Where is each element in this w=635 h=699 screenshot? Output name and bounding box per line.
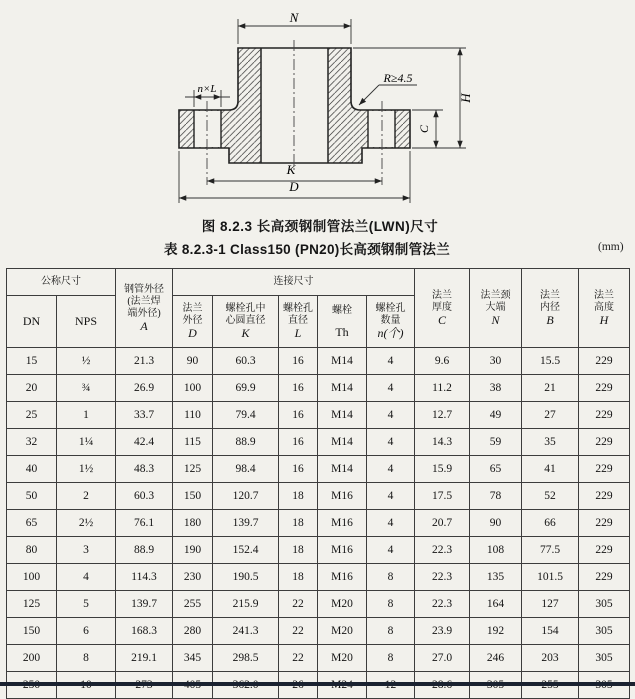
table-cell: 168.3 xyxy=(116,618,173,645)
table-cell: 110 xyxy=(173,402,213,429)
table-cell: 255 xyxy=(173,591,213,618)
table-cell: 305 xyxy=(579,618,630,645)
table-cell: 66 xyxy=(522,510,579,537)
table-cell: 229 xyxy=(579,348,630,375)
table-cell: 203 xyxy=(522,645,579,672)
table-cell: 135 xyxy=(470,564,522,591)
table-cell: 280 xyxy=(173,618,213,645)
table-cell: M14 xyxy=(318,348,367,375)
table-cell: 12.7 xyxy=(415,402,470,429)
table-cell: 25 xyxy=(7,402,57,429)
table-cell: 76.1 xyxy=(116,510,173,537)
table-row xyxy=(7,483,630,510)
figure-caption: 图 8.2.3 长高颈钢制管法兰(LWN)尺寸 xyxy=(201,219,439,234)
table-cell: 22 xyxy=(279,618,318,645)
table-cell: 8 xyxy=(367,564,415,591)
flange-section-drawing xyxy=(0,0,635,212)
table-cell: 229 xyxy=(579,375,630,402)
fillet-leader xyxy=(359,85,417,105)
header-flange-od: 法兰 外径 D xyxy=(173,296,213,348)
dim-H-label: H xyxy=(458,93,473,103)
table-cell: 229 xyxy=(579,456,630,483)
table-row xyxy=(7,402,630,429)
table-cell: M16 xyxy=(318,564,367,591)
table-cell: 90 xyxy=(470,510,522,537)
table-cell: 200 xyxy=(7,645,57,672)
table-cell: 305 xyxy=(579,591,630,618)
table-cell: 5 xyxy=(57,591,116,618)
table-cell: 150 xyxy=(173,483,213,510)
table-cell: 246 xyxy=(470,645,522,672)
table-cell: 16 xyxy=(279,456,318,483)
table-cell: 8 xyxy=(367,591,415,618)
table-cell: 229 xyxy=(579,564,630,591)
table-cell: 32 xyxy=(7,429,57,456)
table-cell: 15.5 xyxy=(522,348,579,375)
table-cell: M20 xyxy=(318,645,367,672)
bolt-hole-right xyxy=(368,111,395,147)
table-cell: 79.4 xyxy=(213,402,279,429)
table-row xyxy=(7,618,630,645)
table-cell: 20.7 xyxy=(415,510,470,537)
table-cell: 219.1 xyxy=(116,645,173,672)
table-cell: 100 xyxy=(7,564,57,591)
table-cell: 27 xyxy=(522,402,579,429)
table-cell: 30 xyxy=(470,348,522,375)
table-cell: 80 xyxy=(7,537,57,564)
table-cell: 4 xyxy=(367,402,415,429)
table-cell: 14.3 xyxy=(415,429,470,456)
table-cell: 2½ xyxy=(57,510,116,537)
header-neck-large-end: 法兰颈 大端 N xyxy=(470,269,522,348)
table-cell: 27.0 xyxy=(415,645,470,672)
table-cell: 69.9 xyxy=(213,375,279,402)
table-cell: 152.4 xyxy=(213,537,279,564)
table-cell: 180 xyxy=(173,510,213,537)
table-cell: 1½ xyxy=(57,456,116,483)
table-cell: 229 xyxy=(579,483,630,510)
table-cell: M20 xyxy=(318,591,367,618)
table-cell: 60.3 xyxy=(116,483,173,510)
table-cell: 65 xyxy=(7,510,57,537)
unit-label: (mm) xyxy=(598,241,624,253)
table-cell: 15.9 xyxy=(415,456,470,483)
header-bolt: 螺栓 Th xyxy=(318,296,367,348)
table-cell: 50 xyxy=(7,483,57,510)
table-cell: 115 xyxy=(173,429,213,456)
table-cell: 98.4 xyxy=(213,456,279,483)
table-cell: 8 xyxy=(57,645,116,672)
header-nominal-size: 公称尺寸 xyxy=(7,269,116,296)
table-cell: 20 xyxy=(7,375,57,402)
table-body xyxy=(7,348,630,699)
table-row xyxy=(7,537,630,564)
table-cell: 11.2 xyxy=(415,375,470,402)
table-cell: 2 xyxy=(57,483,116,510)
table-cell: 22.3 xyxy=(415,537,470,564)
table-caption: 表 8.2.3-1 Class150 (PN20)长高颈钢制管法兰 xyxy=(164,242,450,257)
table-cell: 18 xyxy=(279,483,318,510)
table-cell: 3 xyxy=(57,537,116,564)
dim-nL-label: n×L xyxy=(197,83,217,95)
header-bore: 法兰 内径 B xyxy=(522,269,579,348)
table-cell: 41 xyxy=(522,456,579,483)
table-cell: 8 xyxy=(367,645,415,672)
table-cell: 230 xyxy=(173,564,213,591)
table-cell: 190.5 xyxy=(213,564,279,591)
table-cell: 120.7 xyxy=(213,483,279,510)
table-row xyxy=(7,456,630,483)
table-cell: 6 xyxy=(57,618,116,645)
table-cell: 305 xyxy=(579,645,630,672)
table-cell: M16 xyxy=(318,483,367,510)
table-cell: ¾ xyxy=(57,375,116,402)
table-cell: 241.3 xyxy=(213,618,279,645)
scan-edge-bar xyxy=(0,682,635,686)
header-bolt-hole-dia: 螺栓孔 直径 L xyxy=(279,296,318,348)
dim-D-label: D xyxy=(289,179,299,194)
table-cell: 229 xyxy=(579,402,630,429)
table-cell: 17.5 xyxy=(415,483,470,510)
table-cell: 192 xyxy=(470,618,522,645)
table-cell: 26.9 xyxy=(116,375,173,402)
table-cell: 150 xyxy=(7,618,57,645)
table-cell: 49 xyxy=(470,402,522,429)
table-cell: 21.3 xyxy=(116,348,173,375)
fillet-label: R≥4.5 xyxy=(383,71,413,85)
table-cell: 88.9 xyxy=(116,537,173,564)
dim-K-label: K xyxy=(286,162,296,177)
table-cell: 22.3 xyxy=(415,591,470,618)
header-bolt-count: 螺栓孔 数量 n(个) xyxy=(367,296,415,348)
header-connection: 连接尺寸 xyxy=(173,269,415,296)
table-cell: ½ xyxy=(57,348,116,375)
flange-bore xyxy=(261,47,328,163)
table-cell: M14 xyxy=(318,456,367,483)
table-cell: 4 xyxy=(367,537,415,564)
table-cell: 21 xyxy=(522,375,579,402)
table-cell: 127 xyxy=(522,591,579,618)
table-cell: 298.5 xyxy=(213,645,279,672)
flange-dimension-table xyxy=(6,268,630,699)
table-row xyxy=(7,591,630,618)
table-cell: 101.5 xyxy=(522,564,579,591)
table-cell: 114.3 xyxy=(116,564,173,591)
table-row xyxy=(7,564,630,591)
table-cell: M14 xyxy=(318,429,367,456)
table-cell: 88.9 xyxy=(213,429,279,456)
table-cell: 4 xyxy=(57,564,116,591)
table-cell: 22 xyxy=(279,645,318,672)
table-cell: 1 xyxy=(57,402,116,429)
table-cell: 4 xyxy=(367,348,415,375)
table-cell: 164 xyxy=(470,591,522,618)
table-cell: 52 xyxy=(522,483,579,510)
table-cell: M14 xyxy=(318,402,367,429)
table-cell: 1¼ xyxy=(57,429,116,456)
table-cell: 9.6 xyxy=(415,348,470,375)
table-row xyxy=(7,510,630,537)
header-nps: NPS xyxy=(57,296,116,348)
table-cell: 16 xyxy=(279,375,318,402)
table-cell: 125 xyxy=(173,456,213,483)
table-cell: 154 xyxy=(522,618,579,645)
table-cell: 16 xyxy=(279,348,318,375)
table-cell: 229 xyxy=(579,537,630,564)
table-cell: 60.3 xyxy=(213,348,279,375)
header-height: 法兰 高度 H xyxy=(579,269,630,348)
table-cell: M16 xyxy=(318,537,367,564)
dim-C-label: C xyxy=(417,124,431,134)
table-cell: 22 xyxy=(279,591,318,618)
table-cell: 139.7 xyxy=(116,591,173,618)
table-cell: 40 xyxy=(7,456,57,483)
table-cell: 229 xyxy=(579,429,630,456)
table-cell: M16 xyxy=(318,510,367,537)
table-cell: 4 xyxy=(367,510,415,537)
table-cell: 22.3 xyxy=(415,564,470,591)
header-dn: DN xyxy=(7,296,57,348)
table-cell: 108 xyxy=(470,537,522,564)
table-row xyxy=(7,348,630,375)
table-cell: 4 xyxy=(367,429,415,456)
bolt-hole-left xyxy=(194,111,221,147)
table-cell: 42.4 xyxy=(116,429,173,456)
table-cell: 139.7 xyxy=(213,510,279,537)
table-cell: 65 xyxy=(470,456,522,483)
table-cell: 90 xyxy=(173,348,213,375)
table-cell: 190 xyxy=(173,537,213,564)
table-cell: 33.7 xyxy=(116,402,173,429)
dim-N-label: N xyxy=(289,10,299,25)
header-pipe-od: 钢管外径 (法兰焊 端外径) A xyxy=(116,269,173,348)
table-cell: 8 xyxy=(367,618,415,645)
table-cell: 18 xyxy=(279,537,318,564)
table-cell: 18 xyxy=(279,564,318,591)
table-cell: 4 xyxy=(367,375,415,402)
header-thickness: 法兰 厚度 C xyxy=(415,269,470,348)
table-cell: 48.3 xyxy=(116,456,173,483)
table-cell: 4 xyxy=(367,483,415,510)
table-cell: 4 xyxy=(367,456,415,483)
table-cell: 15 xyxy=(7,348,57,375)
table-cell: 77.5 xyxy=(522,537,579,564)
table-cell: 100 xyxy=(173,375,213,402)
table-cell: 78 xyxy=(470,483,522,510)
table-cell: 59 xyxy=(470,429,522,456)
table-cell: 16 xyxy=(279,429,318,456)
table-cell: 345 xyxy=(173,645,213,672)
table-cell: M20 xyxy=(318,618,367,645)
table-cell: 35 xyxy=(522,429,579,456)
table-cell: 16 xyxy=(279,402,318,429)
table-cell: 18 xyxy=(279,510,318,537)
table-row xyxy=(7,429,630,456)
table-cell: 23.9 xyxy=(415,618,470,645)
table-cell: 125 xyxy=(7,591,57,618)
header-bolt-circle: 螺栓孔中 心圆直径 K xyxy=(213,296,279,348)
table-row xyxy=(7,645,630,672)
table-cell: 215.9 xyxy=(213,591,279,618)
table-cell: 229 xyxy=(579,510,630,537)
table-cell: M14 xyxy=(318,375,367,402)
table-row xyxy=(7,375,630,402)
table-cell: 38 xyxy=(470,375,522,402)
table-header xyxy=(7,269,630,348)
